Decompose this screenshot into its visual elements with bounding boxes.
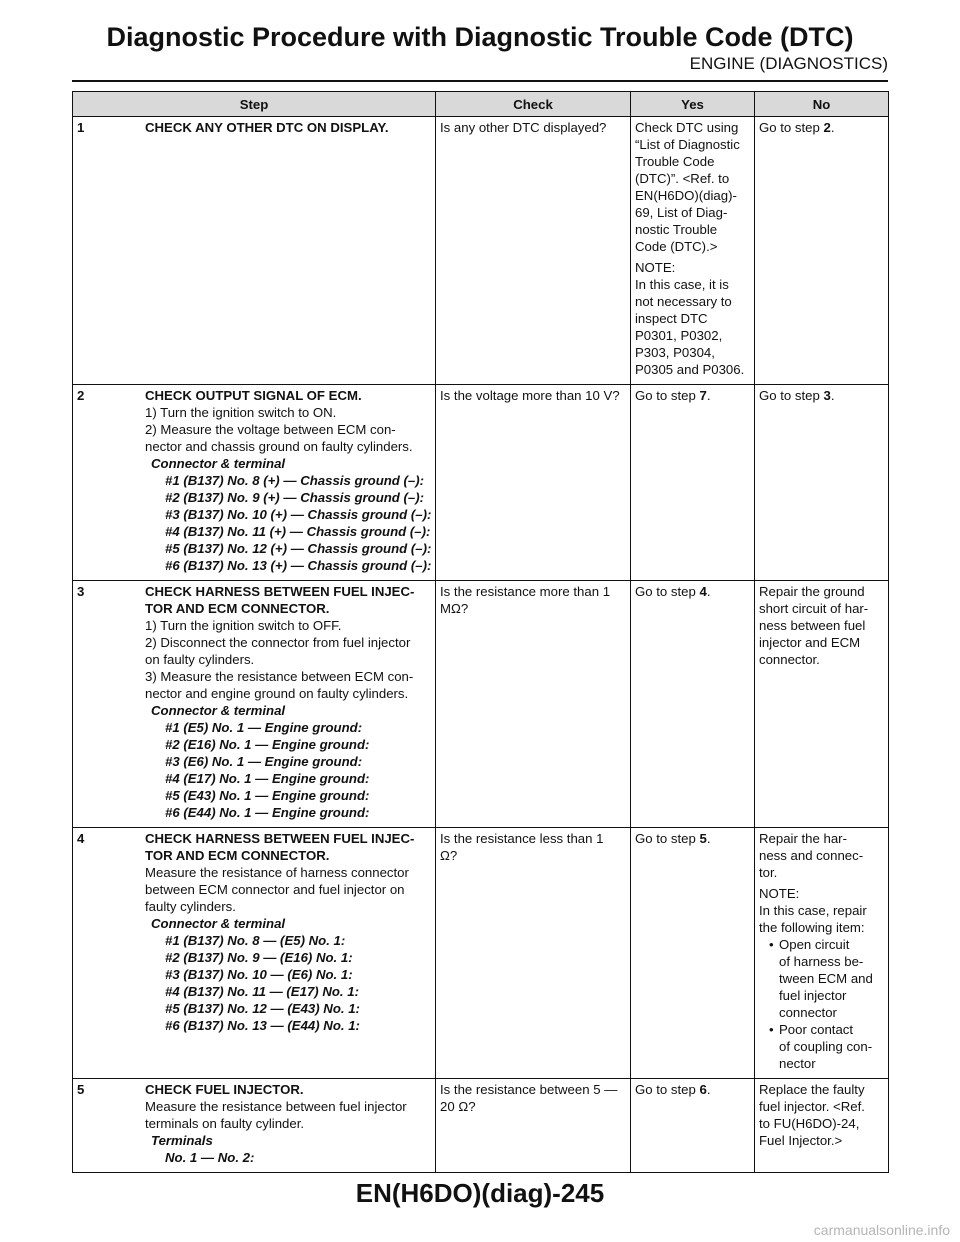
goto-step-text (759, 387, 884, 404)
step-title: CHECK OUTPUT SIGNAL OF ECM. (145, 388, 362, 403)
column-header-no: No (755, 92, 889, 117)
step-number: 1 (77, 120, 85, 135)
yes-text: Check DTC using (635, 120, 739, 135)
yes-cell (631, 581, 755, 828)
step-number: 3 (77, 584, 85, 599)
note-text: In this case, repair (759, 903, 867, 918)
connector-item: #6 (B137) No. 13 (+) — Chassis ground (–): (165, 558, 432, 573)
yes-text: EN(H6DO)(diag)- (635, 188, 737, 203)
no-text: to FU(H6DO)-24, (759, 1116, 860, 1131)
step-instruction: 2) Disconnect the connector from fuel injector (145, 635, 411, 650)
step-instruction: on faulty cylinders. (145, 652, 255, 667)
goto-step-number: 6 (699, 1082, 707, 1097)
goto-step-text (635, 387, 750, 404)
yes-text: nostic Trouble (635, 222, 718, 237)
step-body (145, 119, 431, 136)
column-header-step: Step (73, 92, 436, 117)
header-divider (72, 80, 888, 82)
goto-step-number: 7 (699, 388, 707, 403)
goto-step-number: 5 (699, 831, 707, 846)
step-body (145, 583, 431, 821)
check-question: Ω? (440, 848, 458, 863)
no-text: fuel injector. <Ref. (759, 1099, 865, 1114)
step-title: CHECK ANY OTHER DTC ON DISPLAY. (145, 120, 389, 135)
goto-prefix: Go to step (759, 388, 824, 403)
yes-text: 69, List of Diag- (635, 205, 728, 220)
bullet-text: of coupling con- (779, 1039, 873, 1054)
note-text: not necessary to (635, 294, 732, 309)
step-cell (73, 117, 436, 385)
step-title: TOR AND ECM CONNECTOR. (145, 601, 330, 616)
step-instruction: between ECM connector and fuel injector on (145, 882, 405, 897)
bullet-indent (769, 1055, 779, 1072)
check-cell (436, 117, 631, 385)
step-title: CHECK HARNESS BETWEEN FUEL INJEC- (145, 831, 415, 846)
step-cell (73, 1079, 436, 1173)
connector-item: #2 (E16) No. 1 — Engine ground: (165, 737, 370, 752)
bullet-indent (769, 970, 779, 987)
step-line (77, 583, 431, 821)
connector-header: Connector & terminal (151, 916, 286, 931)
section-label: ENGINE (DIAGNOSTICS) (689, 54, 888, 73)
goto-prefix: Go to step (759, 120, 824, 135)
bullet-line (759, 1038, 884, 1055)
step-instruction: Measure the resistance of harness connector (145, 865, 409, 880)
check-question: Is the resistance less than 1 (440, 831, 604, 846)
bullet-line (759, 1004, 884, 1021)
goto-step-text (635, 583, 750, 600)
bullet-indent (769, 953, 779, 970)
step-number: 2 (77, 388, 85, 403)
bullet-line (759, 1055, 884, 1072)
goto-step-number: 2 (823, 120, 831, 135)
step-cell (73, 828, 436, 1079)
connector-item: #1 (B137) No. 8 — (E5) No. 1: (165, 933, 346, 948)
bullet-indent (769, 1038, 779, 1055)
bullet-line (759, 970, 884, 987)
table-header-row (73, 92, 889, 117)
no-text: ness and connec- (759, 848, 864, 863)
bullet-line (759, 936, 884, 953)
no-text: Repair the ground (759, 584, 865, 599)
connector-item: #5 (E43) No. 1 — Engine ground: (165, 788, 370, 803)
step-instruction: terminals on faulty cylinder. (145, 1116, 305, 1131)
bullet-text: tween ECM and (779, 971, 873, 986)
page-title: Diagnostic Procedure with Diagnostic Trouble Code (DTC) (106, 22, 854, 52)
step-number: 4 (77, 831, 85, 846)
bullet-text: of harness be- (779, 954, 864, 969)
goto-prefix: Go to step (635, 1082, 700, 1097)
bullet-line (759, 987, 884, 1004)
connector-item: No. 1 — No. 2: (165, 1150, 255, 1165)
no-text: Replace the faulty (759, 1082, 865, 1097)
step-instruction: 1) Turn the ignition switch to OFF. (145, 618, 342, 633)
step-title: TOR AND ECM CONNECTOR. (145, 848, 330, 863)
connector-header: Connector & terminal (151, 703, 286, 718)
step-instruction: faulty cylinders. (145, 899, 236, 914)
goto-suffix: . (830, 120, 835, 135)
yes-cell (631, 117, 755, 385)
table-row (73, 581, 889, 828)
connector-item: #3 (B137) No. 10 — (E6) No. 1: (165, 967, 353, 982)
check-question: MΩ? (440, 601, 469, 616)
step-instruction: nector and chassis ground on faulty cylinders. (145, 439, 413, 454)
note-text: inspect DTC (635, 311, 708, 326)
connector-item: #3 (E6) No. 1 — Engine ground: (165, 754, 363, 769)
connector-item: #6 (E44) No. 1 — Engine ground: (165, 805, 370, 820)
connector-item: #5 (B137) No. 12 — (E43) No. 1: (165, 1001, 360, 1016)
connector-item: #2 (B137) No. 9 (+) — Chassis ground (–): (165, 490, 425, 505)
step-line (77, 830, 431, 1034)
check-cell (436, 828, 631, 1079)
yes-text: Code (DTC).> (635, 239, 718, 254)
goto-prefix: Go to step (635, 388, 700, 403)
goto-suffix: . (706, 831, 711, 846)
connector-item: #2 (B137) No. 9 — (E16) No. 1: (165, 950, 353, 965)
bullet-text: Poor contact (779, 1022, 854, 1037)
connector-item: #1 (B137) No. 8 (+) — Chassis ground (–): (165, 473, 425, 488)
note-text: In this case, it is (635, 277, 729, 292)
step-instruction: 1) Turn the ignition switch to ON. (145, 405, 337, 420)
no-cell (755, 828, 889, 1079)
step-instruction: 2) Measure the voltage between ECM con- (145, 422, 396, 437)
bullet-text: Open circuit (779, 937, 850, 952)
connector-header: Terminals (151, 1133, 213, 1148)
step-body (145, 387, 431, 574)
step-number: 5 (77, 1082, 85, 1097)
check-cell (436, 581, 631, 828)
yes-cell (631, 1079, 755, 1173)
no-cell (755, 1079, 889, 1173)
check-question: Is any other DTC displayed? (440, 120, 607, 135)
table-row (73, 385, 889, 581)
page-number-label: EN(H6DO)(diag)-245 (355, 1178, 605, 1208)
step-title: CHECK FUEL INJECTOR. (145, 1082, 304, 1097)
bullet-text: nector (779, 1056, 816, 1071)
bullet-line (759, 953, 884, 970)
yes-text: “List of Diagnostic (635, 137, 740, 152)
check-cell (436, 385, 631, 581)
note-text: P0301, P0302, (635, 328, 723, 343)
note-label: NOTE: (635, 260, 676, 275)
yes-text: (DTC)”. <Ref. to (635, 171, 730, 186)
no-cell (755, 581, 889, 828)
table-row (73, 828, 889, 1079)
table-row (73, 117, 889, 385)
check-question: 20 Ω? (440, 1099, 476, 1114)
bullet-line (759, 1021, 884, 1038)
goto-prefix: Go to step (635, 831, 700, 846)
connector-item: #4 (B137) No. 11 — (E17) No. 1: (165, 984, 359, 999)
no-text: tor. (759, 865, 778, 880)
step-cell (73, 581, 436, 828)
step-line (77, 1081, 431, 1166)
connector-item: #4 (E17) No. 1 — Engine ground: (165, 771, 370, 786)
connector-item: #1 (E5) No. 1 — Engine ground: (165, 720, 363, 735)
step-instruction: Measure the resistance between fuel injector (145, 1099, 407, 1114)
bullet-indent (769, 1004, 779, 1021)
goto-step-text (635, 830, 750, 847)
connector-header: Connector & terminal (151, 456, 286, 471)
step-line (77, 119, 431, 136)
step-body (145, 1081, 431, 1166)
no-text: ness between fuel (759, 618, 866, 633)
yes-cell (631, 385, 755, 581)
bullet-indent (769, 987, 779, 1004)
note-text: the following item: (759, 920, 865, 935)
goto-suffix: . (830, 388, 835, 403)
connector-item: #6 (B137) No. 13 — (E44) No. 1: (165, 1018, 360, 1033)
step-title: CHECK HARNESS BETWEEN FUEL INJEC- (145, 584, 415, 599)
note-text: P303, P0304, (635, 345, 715, 360)
no-text: injector and ECM (759, 635, 861, 650)
bullet-icon: • (769, 937, 774, 952)
no-cell (755, 385, 889, 581)
step-body (145, 830, 431, 1034)
bullet-text: fuel injector (779, 988, 847, 1003)
step-line (77, 387, 431, 574)
no-text: Repair the har- (759, 831, 847, 846)
watermark: carmanualsonline.info (813, 1222, 950, 1238)
column-header-yes: Yes (631, 92, 755, 117)
goto-step-number: 4 (699, 584, 707, 599)
bullet-text: connector (779, 1005, 837, 1020)
table-row (73, 1079, 889, 1173)
check-cell (436, 1079, 631, 1173)
diagnostic-procedure-table (72, 91, 889, 1173)
step-instruction: nector and engine ground on faulty cylinders. (145, 686, 409, 701)
bullet-icon: • (769, 1022, 774, 1037)
goto-prefix: Go to step (635, 584, 700, 599)
yes-text: Trouble Code (635, 154, 715, 169)
check-question: Is the resistance more than 1 (440, 584, 611, 599)
step-instruction: 3) Measure the resistance between ECM con- (145, 669, 414, 684)
connector-item: #5 (B137) No. 12 (+) — Chassis ground (–): (165, 541, 432, 556)
no-cell (755, 117, 889, 385)
goto-suffix: . (706, 584, 711, 599)
column-header-check: Check (436, 92, 631, 117)
goto-step-text (759, 119, 884, 136)
connector-item: #4 (B137) No. 11 (+) — Chassis ground (–): (165, 524, 431, 539)
step-cell (73, 385, 436, 581)
check-question: Is the resistance between 5 — (440, 1082, 618, 1097)
goto-step-number: 3 (823, 388, 831, 403)
goto-suffix: . (706, 388, 711, 403)
no-text: short circuit of har- (759, 601, 869, 616)
yes-cell (631, 828, 755, 1079)
connector-item: #3 (B137) No. 10 (+) — Chassis ground (–): (165, 507, 432, 522)
goto-suffix: . (706, 1082, 711, 1097)
note-label: NOTE: (759, 886, 800, 901)
no-text: connector. (759, 652, 820, 667)
check-question: Is the voltage more than 10 V? (440, 388, 620, 403)
note-text: P0305 and P0306. (635, 362, 745, 377)
no-text: Fuel Injector.> (759, 1133, 843, 1148)
goto-step-text (635, 1081, 750, 1098)
